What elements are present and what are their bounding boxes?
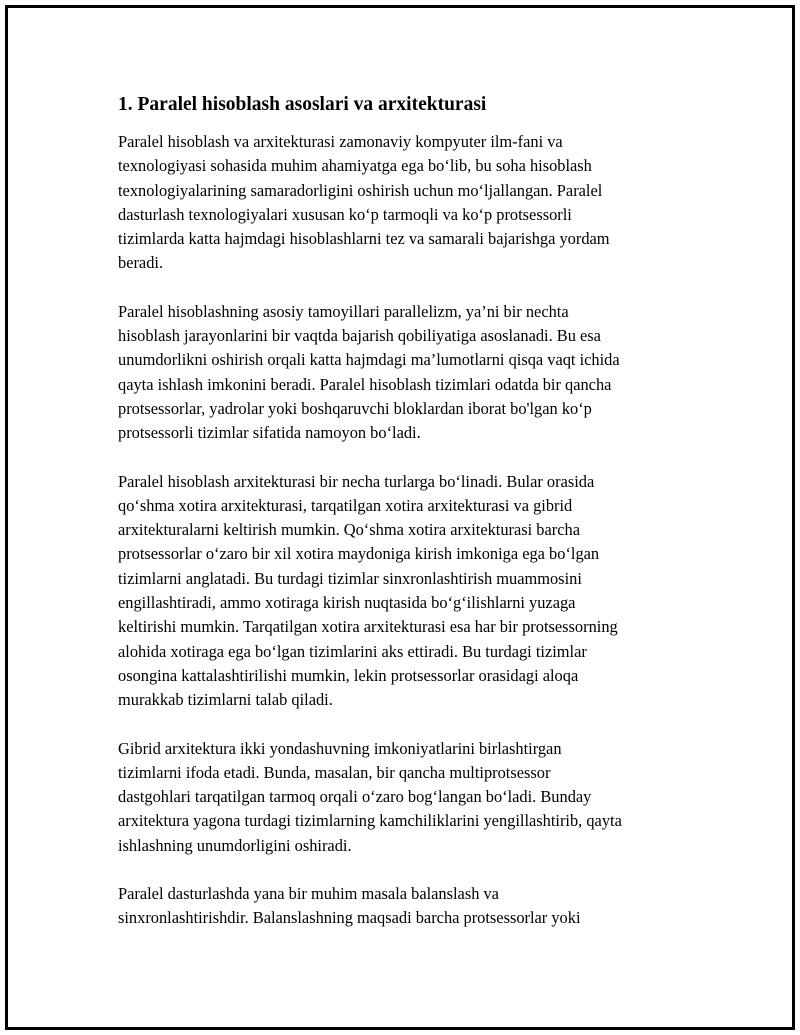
paragraph-5 <box>118 882 688 931</box>
text-line: dastgohlari tarqatilgan tarmoq orqali o‘zaro bog‘langan bo‘ladi. Bunday <box>118 787 592 807</box>
document-content <box>118 92 688 955</box>
text-line: ishlashning unumdorligini oshiradi. <box>118 835 352 855</box>
text-line: qo‘shma xotira arxitekturasi, tarqatilgan xotira arxitekturasi va gibrid <box>118 495 573 515</box>
paragraph-4 <box>118 737 688 858</box>
text-line: tizimlarda katta hajmdagi hisoblashlarni tez va samarali bajarishga yordam <box>118 229 610 249</box>
text-line: unumdorlikni oshirish orqali katta hajmdagi ma’lumotlarni qisqa vaqt ichida <box>118 350 620 370</box>
text-line: tizimlarni anglatadi. Bu turdagi tizimlar sinxronlashtirish muammosini <box>118 568 582 588</box>
text-line: Paralel hisoblashning asosiy tamoyillari parallelizm, ya’ni bir nechta <box>118 301 569 321</box>
text-line: tizimlarni ifoda etadi. Bunda, masalan, bir qancha multiprotsessor <box>118 762 551 782</box>
text-line: protsessorlar o‘zaro bir xil xotira maydoniga kirish imkoniga ega bo‘lgan <box>118 544 600 564</box>
paragraph-1 <box>118 130 688 276</box>
text-line: Gibrid arxitektura ikki yondashuvning imkoniyatlarini birlashtirgan <box>118 738 562 758</box>
text-line: murakkab tizimlarni talab qiladi. <box>118 690 333 710</box>
paragraph-2 <box>118 300 688 446</box>
text-line: protsessorlar, yadrolar yoki boshqaruvchi bloklardan iborat bo'lgan ko‘p <box>118 398 592 418</box>
text-line: arxitekturalarni keltirish mumkin. Qo‘shma xotira arxitekturasi barcha <box>118 520 580 540</box>
text-line: Paralel dasturlashda yana bir muhim masala balanslash va <box>118 884 499 904</box>
text-line: beradi. <box>118 253 164 273</box>
text-line: texnologiyalarining samaradorligini oshirish uchun mo‘ljallangan. Paralel <box>118 180 603 200</box>
text-line: Paralel hisoblash va arxitekturasi zamonaviy kompyuter ilm-fani va <box>118 132 563 151</box>
text-line: Paralel hisoblash arxitekturasi bir necha turlarga bo‘linadi. Bular orasida <box>118 471 595 491</box>
text-line: hisoblash jarayonlarini bir vaqtda bajarish qobiliyatiga asoslanadi. Bu esa <box>118 326 601 346</box>
text-line: alohida xotiraga ega bo‘lgan tizimlarini aks ettiradi. Bu turdagi tizimlar <box>118 641 587 661</box>
text-line: texnologiyasi sohasida muhim ahamiyatga ega bo‘lib, bu soha hisoblash <box>118 156 592 176</box>
paragraph-3 <box>118 470 688 713</box>
text-line: keltirishi mumkin. Tarqatilgan xotira arxitekturasi esa har bir protsessorning <box>118 617 618 637</box>
section-heading: 1. Paralel hisoblash asoslari va arxitekturasi <box>118 94 487 115</box>
text-line: engillashtiradi, ammo xotiraga kirish nuqtasida bo‘g‘ilishlarni yuzaga <box>118 593 576 613</box>
text-line: sinxronlashtirishdir. Balanslashning maqsadi barcha protsessorlar yoki <box>118 908 581 928</box>
text-line: dasturlash texnologiyalari xususan ko‘p tarmoqli va ko‘p protsessorli <box>118 204 572 224</box>
text-line: protsessorli tizimlar sifatida namoyon bo‘ladi. <box>118 423 421 443</box>
text-line: arxitektura yagona turdagi tizimlarning kamchiliklarini yengillashtirib, qayta <box>118 811 622 831</box>
text-line: qayta ishlash imkonini beradi. Paralel hisoblash tizimlari odatda bir qancha <box>118 374 612 394</box>
text-line: osongina kattalashtirilishi mumkin, lekin protsessorlar orasidagi aloqa <box>118 665 579 685</box>
